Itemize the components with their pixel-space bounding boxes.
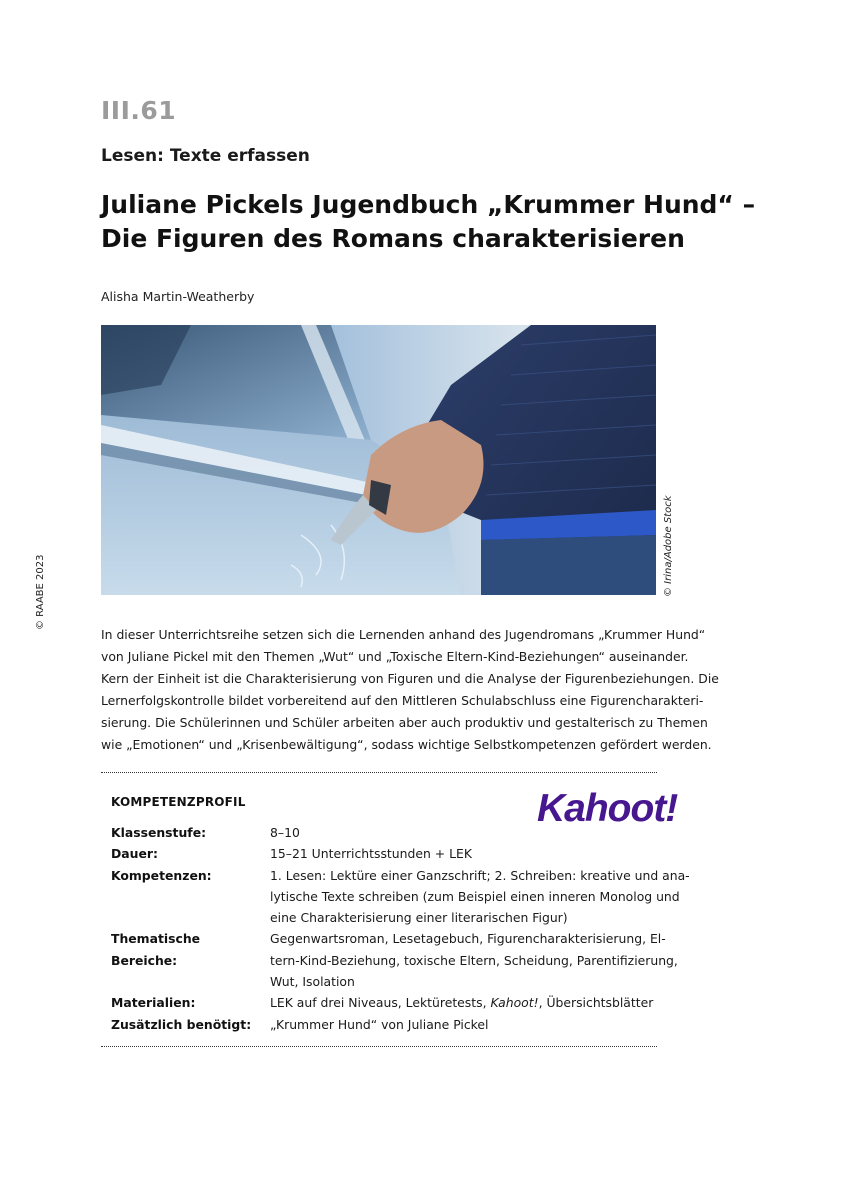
title-line-1: Juliane Pickels Jugendbuch „Krummer Hund“ – — [101, 190, 756, 219]
divider-top — [101, 772, 657, 773]
intro-line: Lernerfolgskontrolle bildet vorbereitend auf den Mittleren Schulabschluss eine Figurencharakteri- — [101, 693, 704, 708]
photo-credit-text: © Irina/Adobe Stock — [663, 495, 674, 597]
divider-bottom — [101, 1046, 657, 1047]
profile-value: 15–21 Unterrichtsstunden + LEK — [270, 846, 472, 862]
profile-label: Klassenstufe: — [111, 825, 207, 840]
section-number: III.61 — [101, 96, 177, 125]
profile-value: LEK auf drei Niveaus, Lektüretests, Kahoot!, Übersichtsblätter — [270, 995, 654, 1011]
profile-value: 8–10 — [270, 825, 300, 840]
profile-row-grade — [111, 822, 657, 843]
competence-profile — [111, 822, 690, 1035]
profile-label: Thematische Bereiche: — [111, 931, 201, 968]
intro-line: von Juliane Pickel mit den Themen „Wut“ und „Toxische Eltern-Kind-Beziehungen“ auseinander. — [101, 649, 689, 664]
profile-label: Dauer: — [111, 846, 158, 862]
intro-line: sierung. Die Schülerinnen und Schüler arbeiten aber auch produktiv und gestalterisch zu Themen — [101, 715, 708, 730]
page-title — [101, 188, 756, 256]
profile-heading: KOMPETENZPROFIL — [111, 795, 246, 809]
profile-row-materials — [111, 992, 657, 1013]
profile-label: Kompetenzen: — [111, 867, 212, 883]
profile-value: 1. Lesen: Lektüre einer Ganzschrift; 2. Schreiben: kreative und ana- lytische Texte schreiben (zum Beispiel einen inneren Monolog und eine Charakterisierung einer literarischen Figur) — [270, 867, 690, 926]
page-subtitle: Lesen: Texte erfassen — [101, 146, 310, 166]
profile-value: Gegenwartsroman, Lesetagebuch, Figurencharakterisierung, El- tern-Kind-Beziehung, toxische Eltern, Scheidung, Parentifizierung, Wut, Isolation — [270, 931, 678, 990]
title-line-2: Die Figuren des Romans charakterisieren — [101, 224, 685, 253]
profile-label: Zusätzlich benötigt: — [111, 1016, 252, 1032]
author: Alisha Martin-Weatherby — [101, 289, 255, 304]
profile-value: „Krummer Hund“ von Juliane Pickel — [270, 1016, 489, 1032]
copyright-text: © RAABE 2023 — [35, 554, 46, 630]
profile-row-duration — [111, 843, 657, 864]
intro-line: Kern der Einheit ist die Charakterisierung von Figuren und die Analyse der Figurenbeziehungen. Die — [101, 671, 719, 686]
copyright-note — [35, 554, 49, 710]
profile-row-topics — [111, 928, 678, 992]
intro-paragraph — [101, 624, 719, 756]
svg-text:Kahoot!: Kahoot! — [537, 787, 678, 830]
intro-line: In dieser Unterrichtsreihe setzen sich die Lernenden anhand des Jugendromans „Krummer Hund“ — [101, 627, 706, 642]
profile-row-competences — [111, 865, 690, 929]
intro-line: wie „Emotionen“ und „Krisenbewältigung“, sodass wichtige Selbstkompetenzen gefördert werden. — [101, 737, 712, 752]
profile-row-additional — [111, 1014, 657, 1035]
cover-photo — [101, 325, 656, 595]
profile-label: Materialien: — [111, 995, 196, 1011]
